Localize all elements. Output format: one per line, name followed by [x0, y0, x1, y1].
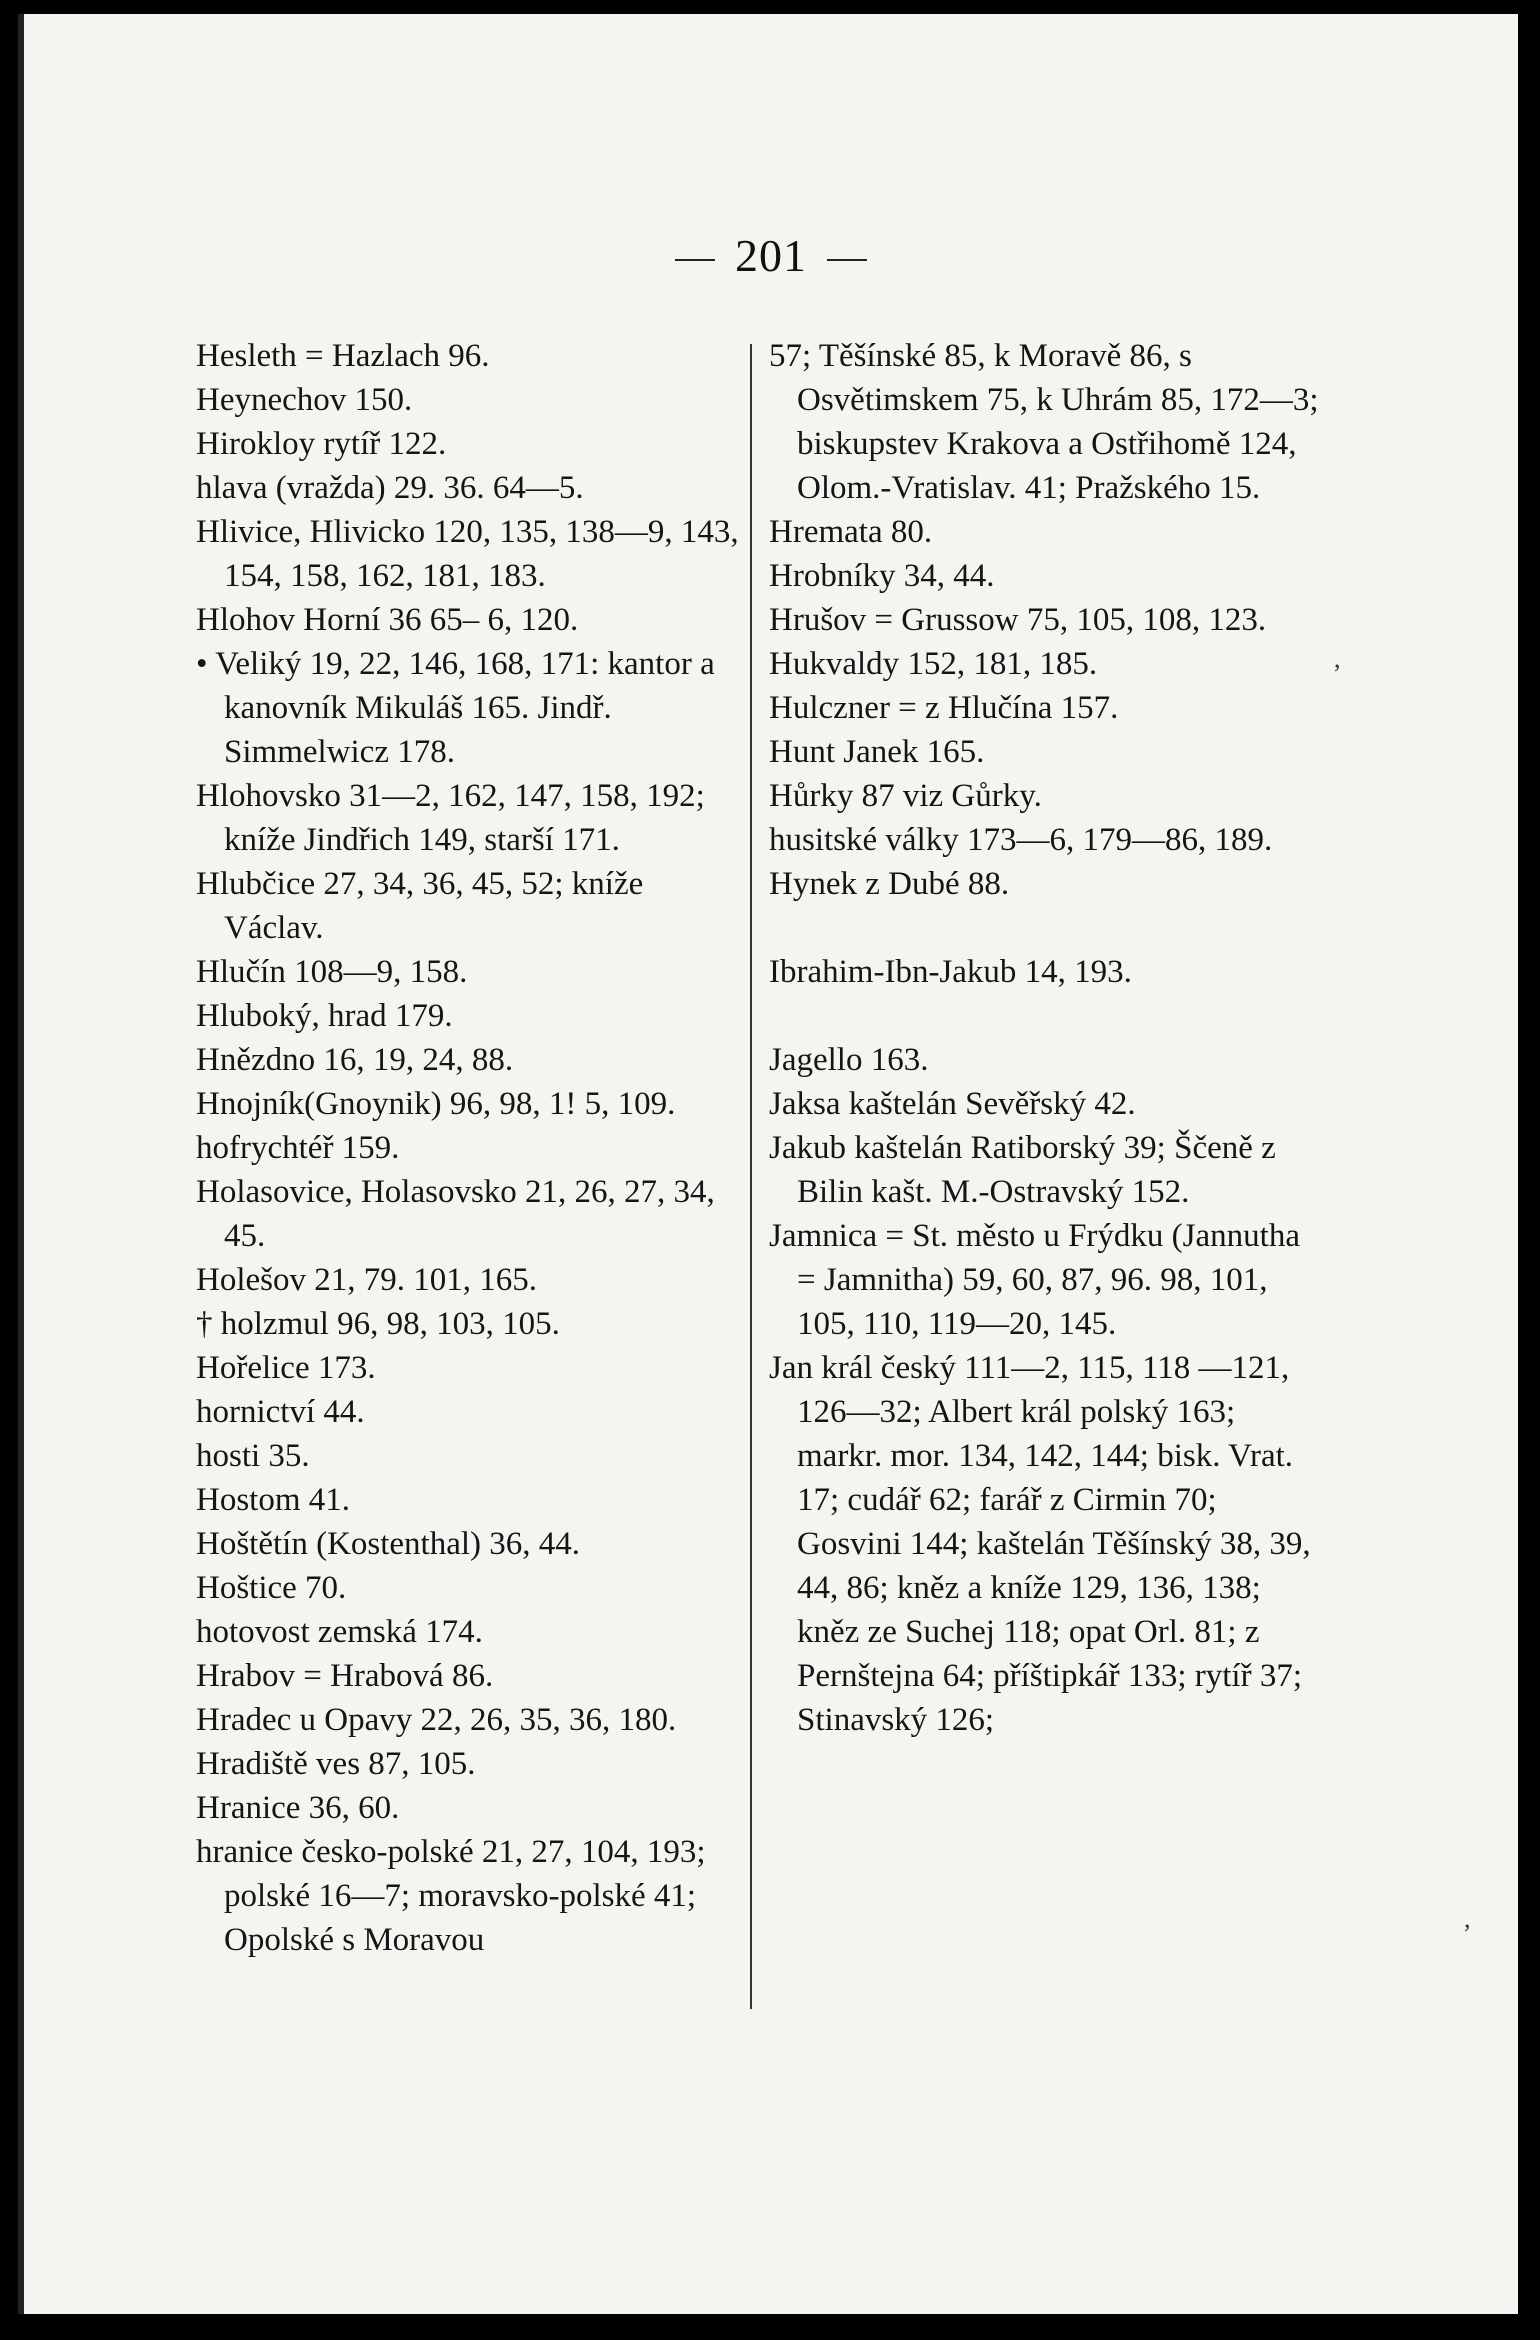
index-entry: Hůrky 87 viz Gůrky.	[769, 778, 1042, 814]
group-gap	[769, 906, 1319, 950]
index-entry: Hremata 80.	[769, 514, 933, 550]
index-entry: Jamnica = St. město u Frýdku (Jannutha = Jamnitha) 59, 60, 87, 96. 98, 101, 105, 110, 119—20, 145.	[769, 1218, 1300, 1342]
index-entry: Jakub kaštelán Ratiborský 39; Ščeně z Bilin kašt. M.-Ostravský 152.	[769, 1130, 1276, 1210]
index-entry: Hluboký, hrad 179.	[196, 998, 453, 1034]
page-number: 201	[735, 230, 807, 281]
index-entry: 57; Těšínské 85, k Moravě 86, s Osvětimskem 75, k Uhrám 85, 172—3; biskupstev Krakova a Ostřihomě 124, Olom.-Vratislav. 41; Pražského 15.	[769, 338, 1319, 506]
index-entry: Hradiště ves 87, 105.	[196, 1746, 476, 1782]
index-entry: Hukvaldy 152, 181, 185.	[769, 646, 1098, 682]
index-entry: Hrabov = Hrabová 86.	[196, 1658, 494, 1694]
book-page	[18, 14, 1518, 2314]
index-entry: Hrobníky 34, 44.	[769, 558, 995, 594]
right-column	[769, 334, 1319, 1742]
index-entry: Hlučín 108—9, 158.	[196, 954, 468, 990]
index-entry: Holasovice, Holasovsko 21, 26, 27, 34, 45.	[196, 1174, 715, 1254]
index-entry: Jan král český 111—2, 115, 118 —121, 126—32; Albert král polský 163; markr. mor. 134, 142, 144; bisk. Vrat. 17; cudář 62; farář z Cirmin 70; Gosvini 144; kaštelán Těšínský 38, 39, 44, 86; kněz a kníže 129, 136, 138; kněz ze Suchej 118; opat Orl. 81; z Pernštejna 64; příštipkář 133; rytíř 37; Stinavský 126;	[769, 1350, 1311, 1738]
right-group-i	[769, 950, 1319, 994]
index-entry: † holzmul 96, 98, 103, 105.	[196, 1306, 560, 1342]
index-entry: hranice česko-polské 21, 27, 104, 193; polské 16—7; moravsko-polské 41; Opolské s Moravou	[196, 1834, 706, 1958]
index-entry: Hořelice 173.	[196, 1350, 376, 1386]
index-entry: Hranice 36, 60.	[196, 1790, 400, 1826]
index-entry: hosti 35.	[196, 1438, 310, 1474]
index-entry: Hynek z Dubé 88.	[769, 866, 1010, 902]
index-entry: Heynechov 150.	[196, 382, 413, 418]
left-column	[196, 334, 741, 1962]
page-number-header	[24, 229, 1518, 282]
index-entry: Hlivice, Hlivicko 120, 135, 138—9, 143, 154, 158, 162, 181, 183.	[196, 514, 739, 594]
index-entry: Hunt Janek 165.	[769, 734, 985, 770]
index-entry: Hradec u Opavy 22, 26, 35, 36, 180.	[196, 1702, 677, 1738]
index-entry: hlava (vražda) 29. 36. 64—5.	[196, 470, 584, 506]
index-entry: hofrychtéř 159.	[196, 1130, 400, 1166]
index-entry: • Veliký 19, 22, 146, 168, 171: kantor a kanovník Mikuláš 165. Jindř. Simmelwicz 178.	[196, 646, 715, 770]
index-entry: Hnojník(Gnoynik) 96, 98, 1! 5, 109.	[196, 1086, 676, 1122]
index-entry: Jaksa kaštelán Sevěřský 42.	[769, 1086, 1136, 1122]
index-entry: Hulczner = z Hlučína 157.	[769, 690, 1119, 726]
dash-right	[827, 259, 867, 261]
index-entry: hornictví 44.	[196, 1394, 365, 1430]
index-entry: Hnězdno 16, 19, 24, 88.	[196, 1042, 514, 1078]
column-divider	[750, 344, 752, 2009]
right-group-j	[769, 1038, 1319, 1742]
index-entry: Hlohovsko 31—2, 162, 147, 158, 192; kníže Jindřich 149, starší 171.	[196, 778, 705, 858]
right-group-h	[769, 334, 1319, 906]
index-entry: Hoštětín (Kostenthal) 36, 44.	[196, 1526, 581, 1562]
index-entry: Ibrahim-Ibn-Jakub 14, 193.	[769, 954, 1132, 990]
index-entry: Hesleth = Hazlach 96.	[196, 338, 490, 374]
dash-left	[675, 259, 715, 261]
index-entry: husitské války 173—6, 179—86, 189.	[769, 822, 1273, 858]
index-entry: hotovost zemská 174.	[196, 1614, 483, 1650]
margin-speck: ,	[1334, 644, 1341, 673]
margin-speck: ,	[1464, 1904, 1471, 1933]
group-gap	[769, 994, 1319, 1038]
index-entry: Hoštice 70.	[196, 1570, 347, 1606]
index-entry: Hostom 41.	[196, 1482, 351, 1518]
index-entry: Hlubčice 27, 34, 36, 45, 52; kníže Václav.	[196, 866, 644, 946]
index-entry: Jagello 163.	[769, 1042, 929, 1078]
index-entry: Hlohov Horní 36 65– 6, 120.	[196, 602, 579, 638]
index-entry: Hrušov = Grussow 75, 105, 108, 123.	[769, 602, 1267, 638]
index-entry: Holešov 21, 79. 101, 165.	[196, 1262, 537, 1298]
index-entry: Hirokloy rytíř 122.	[196, 426, 447, 462]
